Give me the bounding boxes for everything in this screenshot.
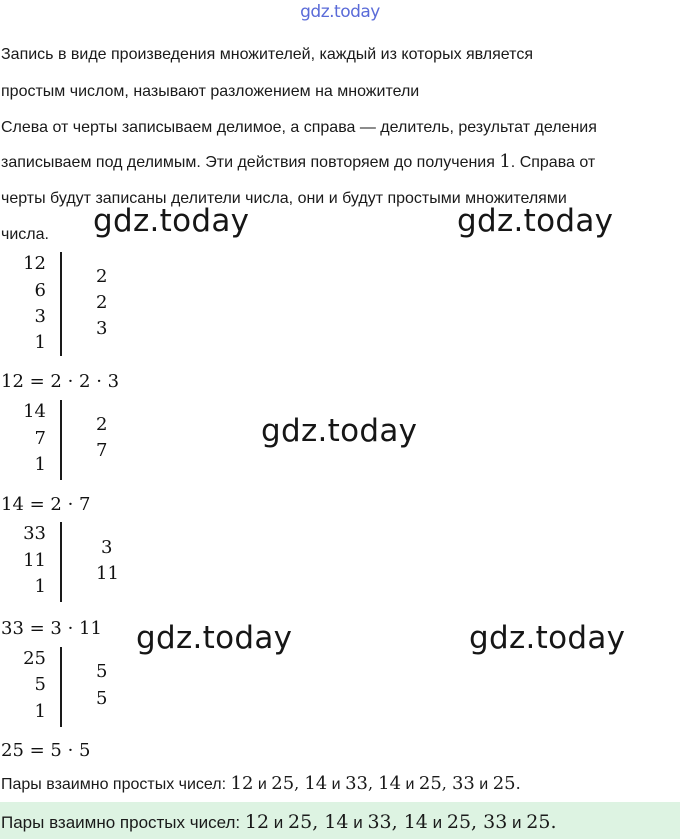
- factorization-result: 14 = 2 · 7: [1, 494, 91, 515]
- math-number: 33: [367, 811, 392, 833]
- division-bar: [60, 252, 62, 356]
- text-line: Запись в виде произведения множителей, каждый из которых является: [1, 46, 533, 63]
- dividend: 25: [23, 648, 46, 669]
- dividend: 14: [23, 401, 46, 422]
- separator: ,: [471, 811, 484, 833]
- site-logo: gdz.today: [300, 2, 380, 22]
- text-line: черты будут записаны делители числа, они и будут простыми множителями: [1, 190, 567, 207]
- separator: ,: [367, 774, 379, 793]
- watermark: gdz.today: [136, 620, 293, 656]
- text-segment: записываем под делимым. Эти действия повторяем до получения: [1, 154, 500, 171]
- separator: ,: [441, 774, 452, 793]
- pairs-label: Пары взаимно простых чисел:: [1, 776, 231, 793]
- coprime-pairs-line: [1, 774, 521, 795]
- divisor: 2: [96, 414, 108, 435]
- divisor: 3: [101, 537, 113, 558]
- math-number: 1: [499, 151, 511, 172]
- dividend: 1: [34, 576, 46, 597]
- math-number: 12: [244, 811, 270, 833]
- dividend: 11: [23, 550, 46, 571]
- math-number: 25: [492, 773, 516, 794]
- answer-line: [1, 811, 557, 833]
- math-number: 14: [324, 811, 349, 833]
- divisor: 11: [96, 563, 119, 584]
- pairs-label: Пары взаимно простых чисел:: [1, 813, 245, 832]
- division-bar: [60, 647, 62, 727]
- dividend: 3: [34, 306, 46, 327]
- conjunction: и: [474, 776, 493, 793]
- conjunction: и: [427, 813, 447, 832]
- divisor: 2: [96, 292, 108, 313]
- dividend: 33: [23, 523, 46, 544]
- text-line: простым числом, называют разложением на множители: [1, 83, 420, 100]
- factorization-result: 33 = 3 · 11: [1, 618, 102, 639]
- dividend: 1: [34, 701, 46, 722]
- text-line: Слева от черты записываем делимое, а справа — делитель, результат деления: [1, 119, 597, 136]
- conjunction: и: [327, 776, 346, 793]
- math-number: 25: [418, 773, 442, 794]
- math-number: 14: [304, 773, 328, 794]
- dividend: 5: [34, 674, 46, 695]
- divisor: 7: [96, 440, 108, 461]
- math-number: 12: [230, 773, 254, 794]
- dividend: 1: [34, 332, 46, 353]
- conjunction: и: [348, 813, 368, 832]
- math-number: 14: [378, 773, 402, 794]
- math-number: 14: [403, 811, 428, 833]
- math-number: 33: [345, 773, 368, 794]
- dividend: 7: [34, 428, 46, 449]
- math-number: 33: [483, 811, 508, 833]
- division-bar: [60, 522, 62, 602]
- math-number: 25: [526, 811, 551, 833]
- conjunction: и: [253, 776, 272, 793]
- period: .: [550, 811, 557, 833]
- factorization-result: 12 = 2 · 2 · 3: [1, 371, 120, 392]
- watermark: gdz.today: [457, 203, 614, 239]
- math-number: 25: [446, 811, 472, 833]
- math-number: 25: [288, 811, 313, 833]
- division-bar: [60, 400, 62, 480]
- dividend: 12: [23, 253, 46, 274]
- watermark: gdz.today: [93, 203, 250, 239]
- period: .: [515, 774, 521, 793]
- watermark: gdz.today: [261, 413, 418, 449]
- text-segment: . Справа от: [510, 154, 596, 171]
- divisor: 5: [96, 661, 108, 682]
- conjunction: и: [401, 776, 419, 793]
- separator: ,: [294, 774, 305, 793]
- text-line: числа.: [1, 226, 49, 243]
- separator: ,: [391, 811, 404, 833]
- factorization-result: 25 = 5 · 5: [1, 740, 91, 761]
- math-number: 25: [271, 773, 295, 794]
- dividend: 6: [34, 280, 46, 301]
- math-number: 33: [451, 773, 475, 794]
- separator: ,: [312, 811, 325, 833]
- divisor: 5: [96, 688, 108, 709]
- watermark: gdz.today: [469, 620, 626, 656]
- divisor: 2: [96, 266, 108, 287]
- conjunction: и: [507, 813, 527, 832]
- conjunction: и: [269, 813, 289, 832]
- dividend: 1: [34, 454, 46, 475]
- text-line: [1, 152, 595, 173]
- divisor: 3: [96, 318, 108, 339]
